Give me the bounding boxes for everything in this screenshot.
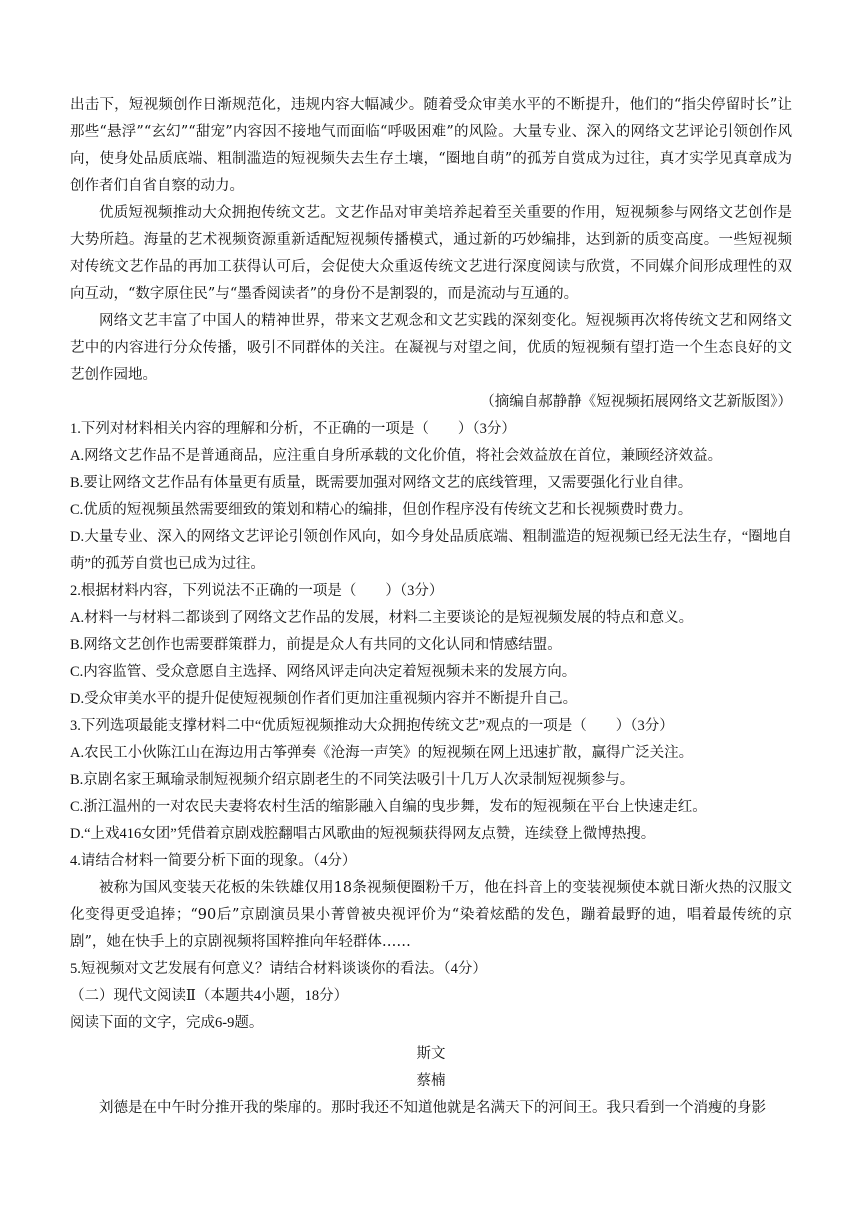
- question-2-stem: 2.根据材料内容，下列说法不正确的一项是（ ）（3分）: [70, 583, 444, 599]
- question-3-option-b: B.京剧名家王珮瑜录制短视频介绍京剧老生的不同笑法吸引十几万人次录制短视频参与。: [70, 772, 635, 788]
- material-paragraph: 网络文艺丰富了中国人的精神世界，带来文艺观念和文艺实践的深刻变化。短视频再次将传统文艺和网络文艺中的内容进行分众传播，吸引不同群体的关注。在凝视与对望之间，优质的短视频有望打造一个生态良好的文艺创作园地。: [70, 313, 792, 383]
- question-3-option-c: C.浙江温州的一对农民夫妻将农村生活的缩影融入自编的曳步舞，发布的短视频在平台上快速走红。: [70, 799, 707, 815]
- question-4-stem: 4.请结合材料一简要分析下面的现象。（4分）: [70, 853, 357, 869]
- section-heading: （二）现代文阅读Ⅱ（本题共4小题，18分）: [70, 988, 349, 1004]
- question-5-stem: 5.短视频对文艺发展有何意义？请结合材料谈谈你的看法。（4分）: [70, 961, 487, 977]
- question-3-option-a: A.农民工小伙陈江山在海边用古筝弹奏《沧海一声笑》的短视频在网上迅速扩散，赢得广泛关注。: [70, 745, 694, 761]
- page-content: [70, 92, 792, 1122]
- story-author: 蔡楠: [416, 1073, 446, 1089]
- question-1-option-a: A.网络文艺作品不是普通商品，应注重自身所承载的文化价值，将社会效益放在首位，兼顾经济效益。: [70, 448, 723, 464]
- material-paragraph: 出击下，短视频创作日渐规范化，违规内容大幅减少。随着受众审美水平的不断提升，他们的“指尖停留时长”让那些“悬浮”“玄幻”“甜宠”内容因不接地气而面临“呼吸困难”的风险。大量专业、深入的网络文艺评论引领创作风向，使身处品质底端、粗制滥造的短视频失去生存土壤，“圈地自萌”的孤芳自赏成为过往，真才实学见真章成为创作者们自省自察的动力。: [70, 97, 792, 194]
- question-2-option-c: C.内容监管、受众意愿自主选择、网络风评走向决定着短视频未来的发展方向。: [70, 664, 577, 680]
- question-1-option-d: D.大量专业、深入的网络文艺评论引领创作风向，如今身处品质底端、粗制滥造的短视频已经无法生存，“圈地自萌”的孤芳自赏也已成为过往。: [70, 529, 792, 572]
- question-3-option-d: D.“上戏416女团”凭借着京剧戏腔翻唱古风歌曲的短视频获得网友点赞，连续登上微博热搜。: [70, 826, 656, 842]
- story-first-line: 刘德是在中午时分推开我的柴扉的。那时我还不知道他就是名满天下的河间王。我只看到一个消瘦的身影: [99, 1100, 766, 1116]
- question-1-option-b: B.要让网络文艺作品有体量更有质量，既需要加强对网络文艺的底线管理，又需要强化行业自律。: [70, 475, 693, 491]
- material-source: （摘编自郝静静《短视频拓展网络文艺新版图》）: [480, 394, 792, 410]
- section-instruction: 阅读下面的文字，完成6-9题。: [70, 1015, 264, 1031]
- question-2-option-d: D.受众审美水平的提升促使短视频创作者们更加注重视频内容并不断提升自己。: [70, 691, 578, 707]
- question-2-option-a: A.材料一与材料二都谈到了网络文艺作品的发展，材料二主要谈论的是短视频发展的特点和意义。: [70, 610, 694, 626]
- question-3-stem: 3.下列选项最能支撑材料二中“优质短视频推动大众拥抱传统文艺”观点的一项是（ ）（3分）: [70, 718, 674, 734]
- material-paragraph: 优质短视频推动大众拥抱传统文艺。文艺作品对审美培养起着至关重要的作用，短视频参与网络文艺创作是大势所趋。海量的艺术视频资源重新适配短视频传播模式，通过新的巧妙编排，达到新的质变高度。一些短视频对传统文艺作品的再加工获得认可后，会促使大众重返传统文艺进行深度阅读与欣赏，不同媒介间形成理性的双向互动，“数字原住民”与“墨香阅读者”的身份不是割裂的，而是流动与互通的。: [70, 205, 792, 302]
- question-2-option-b: B.网络文艺创作也需要群策群力，前提是众人有共同的文化认同和情感结盟。: [70, 637, 562, 653]
- question-1-option-c: C.优质的短视频虽然需要细致的策划和精心的编排，但创作程序没有传统文艺和长视频费时费力。: [70, 502, 693, 518]
- question-1-stem: 1.下列对材料相关内容的理解和分析，不正确的一项是（ ）（3分）: [70, 421, 516, 437]
- question-4-passage: 被称为国风变装天花板的朱铁雄仅用18条视频便圈粉千万，他在抖音上的变装视频使本就日渐火热的汉服文化变得更受追捧；“90后”京剧演员果小菁曾被央视评价为“染着炫酷的发色，蹦着最野的迪，唱着最传统的京剧”，她在快手上的京剧视频将国粹推向年轻群体……: [70, 880, 792, 950]
- story-title: 斯文: [416, 1046, 446, 1062]
